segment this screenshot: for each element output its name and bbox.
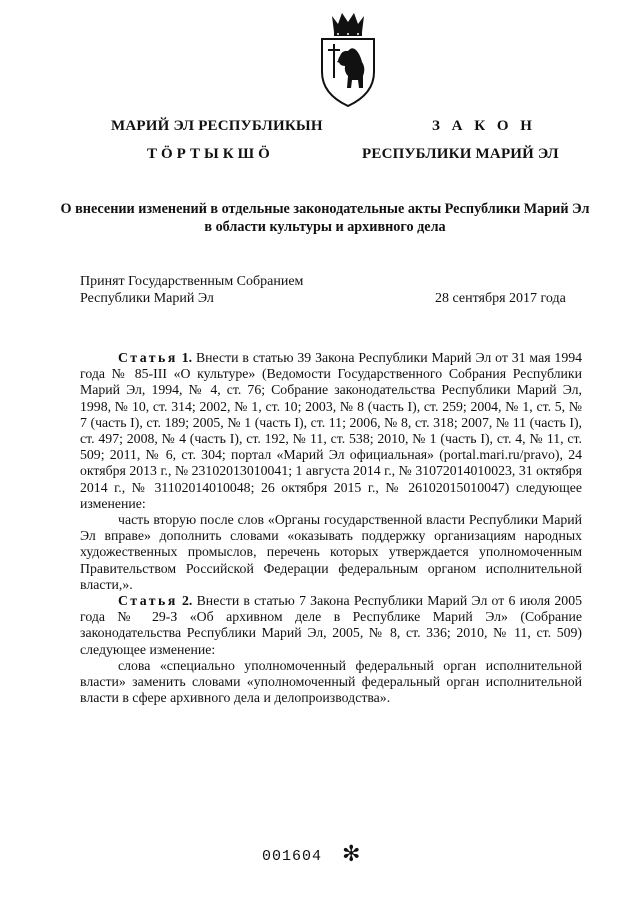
- law-body: [80, 350, 582, 706]
- adopted-line1: Принят Государственным Собранием: [80, 274, 304, 289]
- article-2-change: слова «специально уполномоченный федеральный орган исполнительной власти» заменить словами «уполномоченный федеральный орган исполнительной власти в сфере архивного дела и делопроизводства».: [80, 657, 582, 706]
- adopted-line2: Республики Марий Эл: [80, 291, 214, 306]
- law-title: О внесении изменений в отдельные законодательные акты Республики Марий Эл в области культуры и архивного дела: [60, 201, 590, 235]
- article-1-number: 1.: [181, 350, 193, 365]
- article-1-change: часть вторую после слов «Органы государственной власти Республики Марий Эл вправе» дополнить словами «оказывать поддержку организациям народных художественных промыслов, перечень которых утверждается уполномоченным Правительством Российской Федерации федеральным органом исполнительной власти,».: [80, 512, 582, 592]
- article-2-number: 2.: [182, 593, 193, 609]
- star-mark-icon: ✻: [342, 842, 361, 867]
- header-right-line2: РЕСПУБЛИКИ МАРИЙ ЭЛ: [362, 146, 559, 162]
- document-number: 001604: [262, 848, 323, 865]
- article-2-label: Статья: [118, 593, 178, 609]
- article-1-label: Статья: [118, 350, 178, 365]
- mari-el-coat-of-arms-icon: [318, 10, 378, 110]
- article-1-text: Внести в статью 39 Закона Республики Марий Эл от 31 мая 1994 года № 85-III «О культуре» (Ведомости Государственного Собрания Республики Марий Эл, 1994, № 4, ст. 76; Собрание законодательства Республики Марий Эл, 1998, № 10, ст. 314; 2002, № 1, ст. 10; 2003, № 8 (часть I), ст. 259; 2004, № 1, ст. 5, № 7 (часть I), ст. 189; 2005, № 1 (часть I), ст. 11; 2006, № 8, ст. 318; 2007, № 11 (часть I), ст. 497; 2008, № 4 (часть I), ст. 192, № 11, ст. 538; 2010, № 1 (часть I), ст. 4, № 11, ст. 509; 2011, № 6, ст. 304; портал «Марий Эл официальная» (portal.mari.ru/pravo), 24 октября 2013 г., № 23102013010041; 1 августа 2014 г., № 31072014010023, 31 октября 2014 г., № 31102014010048; 26 октября 2015 г., № 26102015010047) следующее изменение:: [80, 350, 583, 511]
- adopted-date: 28 сентября 2017 года: [435, 291, 566, 306]
- header-right-line1: З А К О Н: [432, 118, 536, 134]
- article-2-text: Внести в статью 7 Закона Республики Марий Эл от 6 июля 2005 года № 29-З «Об архивном деле в Республике Марий Эл» (Собрание законодательства Республики Марий Эл, 2005, № 8, ст. 336; 2010, № 11, ст. 509) следующее изменение:: [80, 593, 582, 657]
- header-left-line2: ТӦРТЫКШӦ: [147, 146, 274, 162]
- article-1-paragraph: [80, 350, 582, 512]
- header-left-line1: МАРИЙ ЭЛ РЕСПУБЛИКЫН: [111, 118, 323, 134]
- article-2-paragraph: [80, 593, 582, 658]
